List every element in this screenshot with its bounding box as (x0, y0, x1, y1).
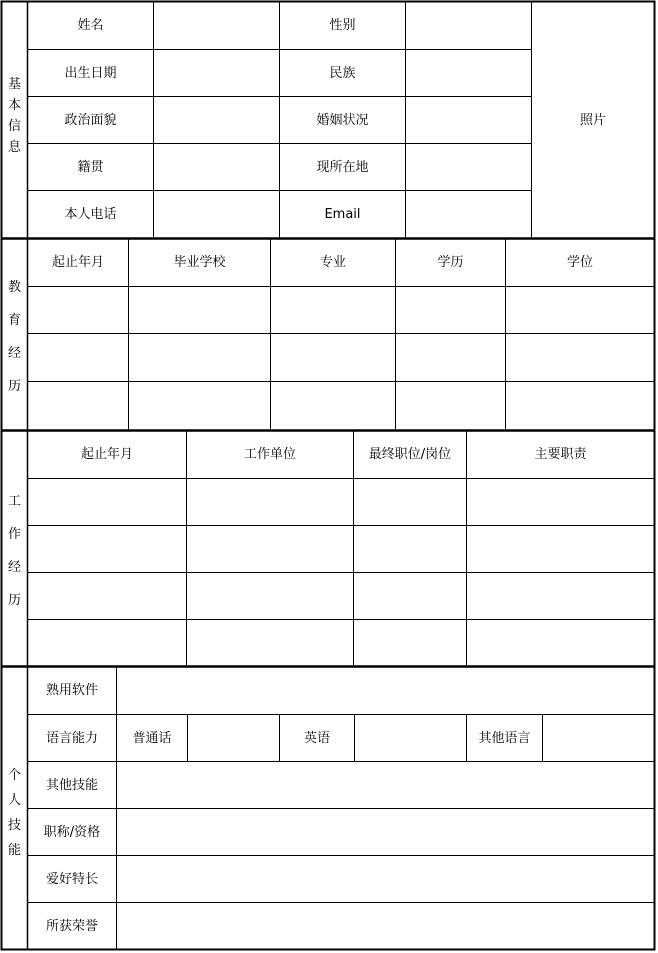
edu-col-major: 专业 (319, 255, 346, 270)
ethnicity-field[interactable] (406, 50, 531, 96)
current-location-label: 现所在地 (316, 159, 369, 175)
mandarin-label: 普通话 (132, 730, 172, 746)
work-col-duties: 主要职责 (534, 447, 587, 462)
other-language-field[interactable] (543, 715, 654, 761)
other-skills-field[interactable] (117, 762, 654, 808)
section-title-char: 工 (7, 494, 21, 509)
section-title-char: 作 (7, 527, 21, 542)
work-row[interactable] (28, 526, 654, 572)
section-title-char: 本 (7, 98, 21, 113)
edu-col-period: 起止年月 (51, 255, 104, 270)
section-title-char: 人 (7, 793, 21, 808)
gender-label: 性别 (329, 18, 356, 33)
native-place-label: 籍贯 (77, 159, 104, 175)
birth-date-label: 出生日期 (64, 65, 117, 81)
section-title-basic-info (2, 78, 27, 154)
work-col-employer: 工作单位 (243, 447, 296, 462)
current-location-field[interactable] (406, 144, 531, 190)
section-title-char: 历 (7, 379, 21, 394)
edu-col-degree: 学位 (566, 255, 593, 270)
hobbies-field[interactable] (117, 856, 654, 902)
name-label: 姓名 (77, 18, 104, 33)
ethnicity-label: 民族 (329, 65, 356, 81)
email-label: Email (324, 207, 361, 222)
email-field[interactable] (406, 191, 531, 238)
phone-field[interactable] (154, 191, 279, 238)
edu-col-school: 毕业学校 (173, 255, 226, 270)
hobbies-label: 爱好特长 (45, 871, 98, 887)
section-title-char: 息 (7, 140, 21, 155)
photo-box[interactable]: 照片 (579, 112, 606, 128)
marital-status-label: 婚姻状况 (316, 112, 369, 128)
section-title-char: 个 (7, 768, 21, 783)
software-field[interactable] (117, 667, 654, 714)
section-title-char: 能 (7, 843, 21, 858)
section-title-char: 经 (7, 346, 21, 361)
work-row[interactable] (28, 479, 654, 525)
section-title-education (2, 281, 27, 393)
language-ability-label: 语言能力 (45, 730, 98, 746)
edu-row[interactable] (28, 382, 654, 430)
professional-title-label: 职称/资格 (43, 824, 101, 840)
edu-row[interactable] (28, 287, 654, 333)
section-title-skills (2, 769, 27, 857)
section-title-char: 历 (7, 593, 21, 608)
section-title-char: 育 (7, 313, 21, 328)
english-field[interactable] (355, 715, 466, 761)
honors-label: 所获荣誉 (45, 918, 98, 934)
section-title-char: 技 (7, 818, 21, 833)
professional-title-field[interactable] (117, 809, 654, 855)
mandarin-field[interactable] (188, 715, 279, 761)
edu-col-degree-level: 学历 (437, 255, 464, 270)
birth-date-field[interactable] (154, 50, 279, 96)
other-skills-label: 其他技能 (45, 777, 98, 793)
software-label: 熟用软件 (45, 683, 98, 698)
english-label: 英语 (303, 730, 330, 746)
political-status-label: 政治面貌 (64, 112, 117, 128)
phone-label: 本人电话 (64, 207, 117, 222)
gender-field[interactable] (406, 2, 531, 49)
edu-row[interactable] (28, 334, 654, 381)
section-title-char: 经 (7, 560, 21, 575)
section-title-char: 教 (7, 280, 21, 295)
work-row[interactable] (28, 620, 654, 666)
political-status-field[interactable] (154, 97, 279, 143)
work-row[interactable] (28, 573, 654, 619)
honors-field[interactable] (117, 903, 654, 949)
name-field[interactable] (154, 2, 279, 49)
other-language-label: 其他语言 (478, 730, 531, 746)
native-place-field[interactable] (154, 144, 279, 190)
work-col-position: 最终职位/岗位 (368, 447, 452, 462)
section-title-work (2, 495, 27, 607)
marital-status-field[interactable] (406, 97, 531, 143)
section-title-char: 信 (7, 119, 21, 134)
section-title-char: 基 (7, 77, 21, 92)
work-col-period: 起止年月 (80, 447, 133, 462)
